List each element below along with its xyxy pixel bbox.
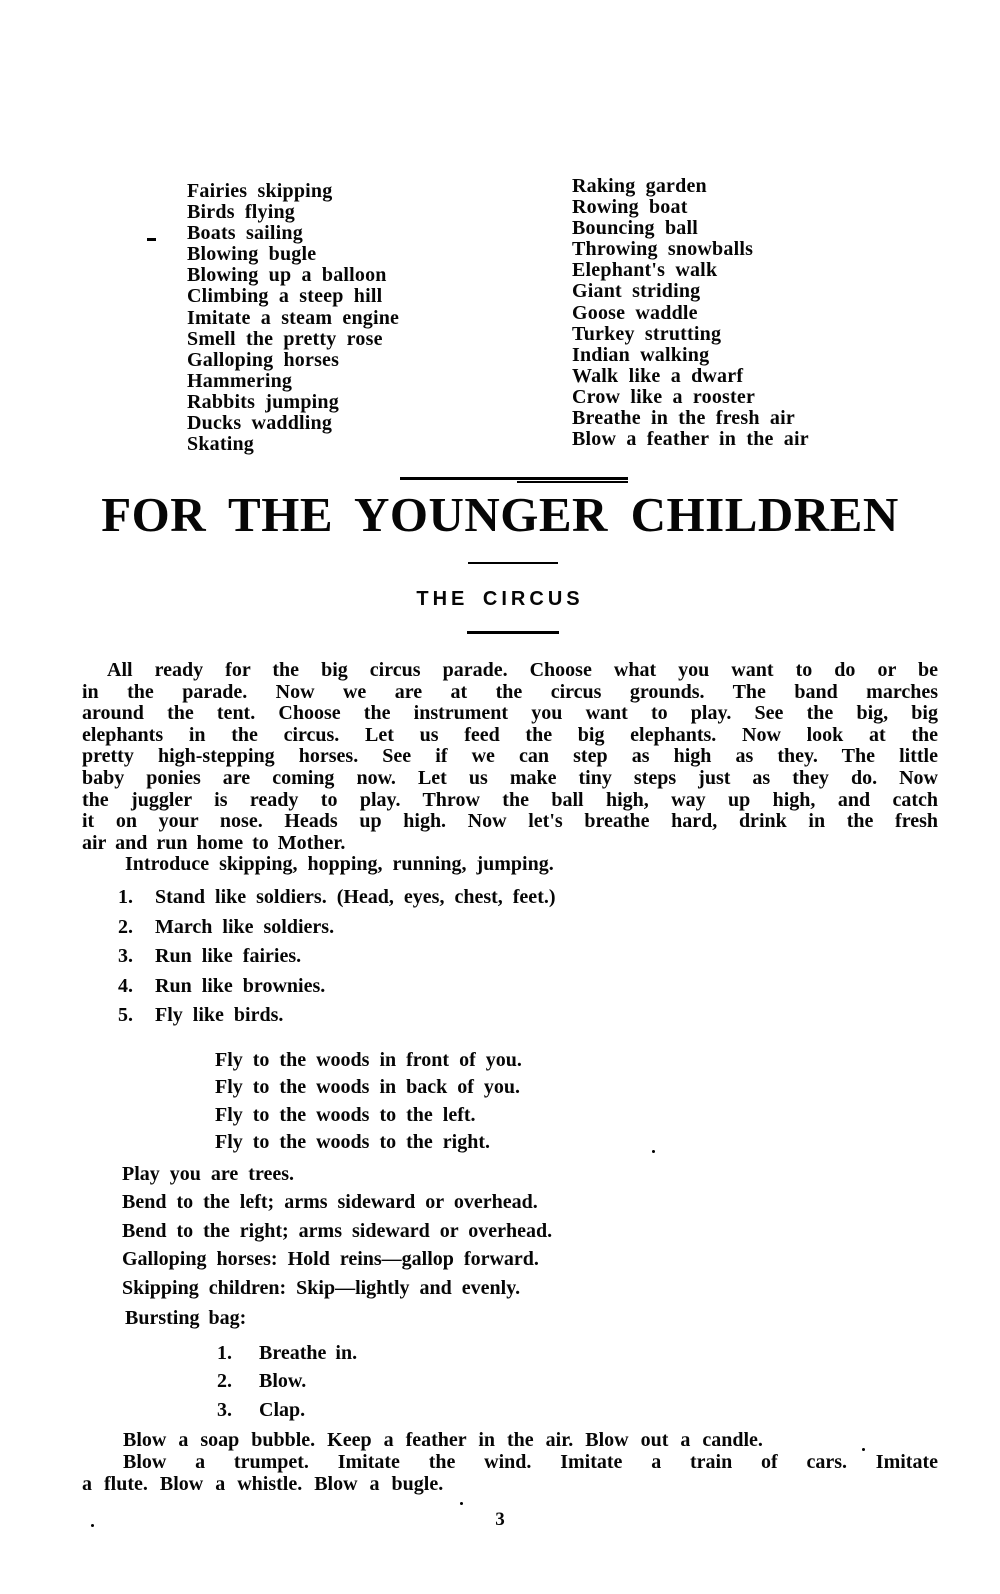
exercise-item [118,1005,556,1035]
direction-line: Bend to the right; arms sideward or overhead. [122,1219,553,1242]
paragraph-line: All ready for the big circus parade. Choose what you want to do or be [107,659,938,681]
list-item: Crow like a rooster [572,385,756,408]
exercise-item [118,887,556,917]
divider-rule [467,631,559,634]
list-item: Rabbits jumping [187,390,339,413]
item-number: 2. [118,915,133,938]
list-item: Rowing boat [572,196,688,219]
item-number: 1. [118,886,133,908]
list-item: Bouncing ball [572,217,698,240]
paragraph-line: it on your nose. Heads up high. Now let's breathe hard, drink in the fresh [82,810,938,833]
ink-speck [862,1448,865,1451]
page-number: 3 [495,1509,505,1530]
paragraph-line: baby ponies are coming now. Let us make tiny steps just as they do. Now [82,766,938,789]
divider-rule [468,562,558,564]
item-text: Run like fairies. [155,945,302,968]
divider-rule [400,477,628,480]
activity-list-right [572,176,809,450]
item-text: Run like brownies. [155,974,326,997]
item-number: 2. [217,1370,232,1393]
divider-rule-double-stroke [517,481,628,483]
intro-paragraph [82,660,938,854]
list-item: Smell the pretty rose [187,327,383,350]
list-item: Ducks waddling [187,412,333,435]
paragraph-line: around the tent. Choose the instrument you want to play. See the big, big [82,702,938,725]
list-item: Breathe in the fresh air [572,407,795,430]
paragraph-line: elephants in the circus. Let us feed the big elephants. Now look at the [82,723,938,746]
item-text: March like soldiers. [155,915,335,938]
list-item: Turkey strutting [572,322,722,345]
paragraph-line: a flute. Blow a whistle. Blow a bugle. [82,1472,444,1495]
activity-directions [122,1160,552,1302]
fly-line: Fly to the woods to the left. [215,1103,476,1126]
exercise-item [118,917,556,947]
section-title: FOR THE YOUNGER CHILDREN [101,487,899,542]
fly-line: Fly to the woods in back of you. [215,1076,521,1099]
direction-line: Skipping children: Skip—lightly and evenly. [122,1276,521,1299]
list-item: Galloping horses [187,348,340,371]
direction-line: Galloping horses: Hold reins—gallop forward. [122,1248,539,1271]
list-item: Elephant's walk [572,259,718,282]
list-item: Raking garden [572,175,707,197]
paragraph-line: the juggler is ready to play. Throw the ball high, way up high, and catch [82,788,938,811]
step-item [217,1343,357,1371]
ink-speck [91,1524,94,1527]
list-item: Boats sailing [187,222,303,245]
direction-line: Play you are trees. [122,1163,295,1185]
paragraph-line: pretty high-stepping horses. See if we can step as high as they. The little [82,745,938,768]
list-item: Imitate a steam engine [187,306,400,329]
step-item [217,1400,357,1428]
list-item: Blow a feather in the air [572,428,809,451]
list-item: Blowing bugle [187,243,317,266]
paragraph-line: Blow a soap bubble. Keep a feather in the air. Blow out a candle. [123,1429,763,1451]
step-item [217,1371,357,1399]
list-item: Walk like a dwarf [572,364,744,387]
list-item: Blowing up a balloon [187,264,387,287]
bursting-bag-steps [217,1343,357,1428]
paragraph-line: air and run home to Mother. [82,831,346,854]
introduce-line: Introduce skipping, hopping, running, jumping. [125,853,554,875]
fly-line: Fly to the woods in front of you. [215,1049,522,1071]
bursting-bag-heading: Bursting bag: [125,1307,247,1329]
list-item: Climbing a steep hill [187,285,383,308]
list-item: Throwing snowballs [572,238,754,261]
stray-dash-mark [147,238,156,241]
paragraph-line: Blow a trumpet. Imitate the wind. Imitate a train of cars. Imitate [123,1450,938,1473]
item-text: Blow. [259,1370,307,1393]
item-number: 3. [217,1398,232,1421]
list-item: Skating [187,433,254,456]
fly-line: Fly to the woods to the right. [215,1130,490,1153]
paragraph-line: in the parade. Now we are at the circus grounds. The band marches [82,680,938,703]
activity-list-left [187,181,399,455]
ink-speck [652,1150,655,1153]
list-item: Goose waddle [572,301,698,324]
exercise-item [118,946,556,976]
item-number: 1. [217,1342,232,1364]
item-number: 3. [118,945,133,968]
chapter-subtitle: THE CIRCUS [416,588,584,610]
fly-directions [215,1047,522,1156]
exercise-list [118,887,556,1035]
list-item: Hammering [187,369,293,392]
item-text: Clap. [259,1398,306,1421]
list-item: Indian walking [572,343,710,366]
list-item: Fairies skipping [187,180,333,202]
exercise-item [118,976,556,1006]
item-text: Fly like birds. [155,1004,284,1027]
closing-paragraph [82,1430,938,1495]
list-item: Birds flying [187,201,295,224]
item-number: 4. [118,974,133,997]
item-text: Stand like soldiers. (Head, eyes, chest, feet.) [155,886,556,908]
item-number: 5. [118,1004,133,1027]
direction-line: Bend to the left; arms sideward or overhead. [122,1191,538,1214]
ink-speck [460,1502,463,1505]
item-text: Breathe in. [259,1342,358,1364]
list-item: Giant striding [572,280,701,303]
